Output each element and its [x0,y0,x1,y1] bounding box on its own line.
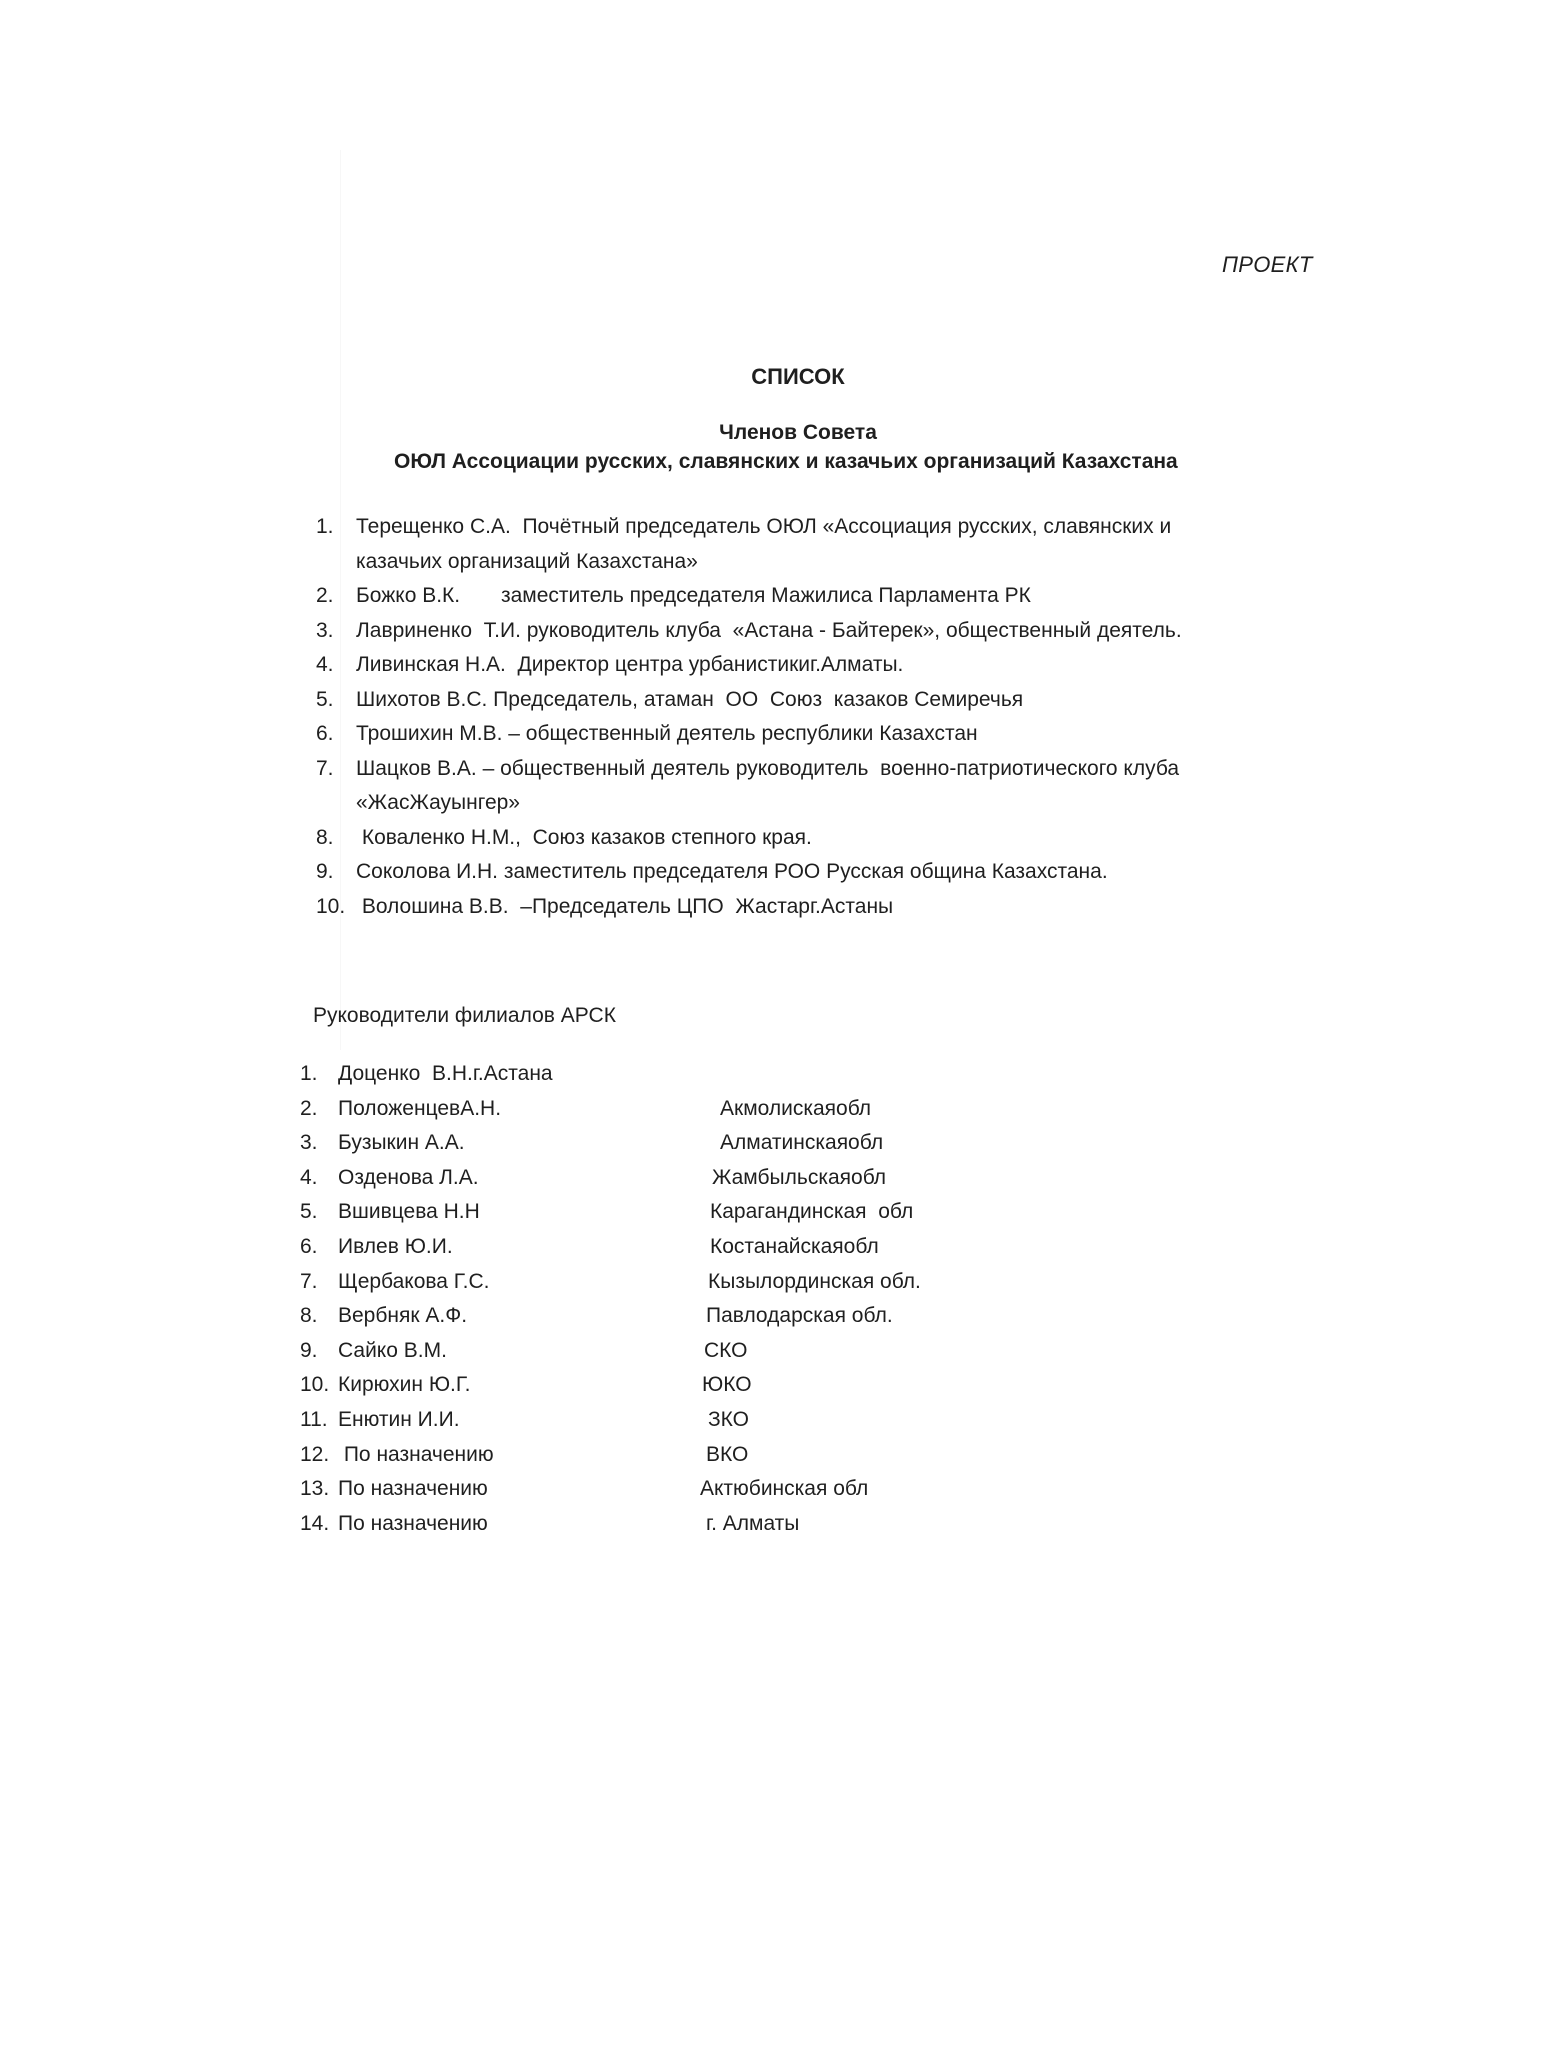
member-text-line: Соколова И.Н. заместитель председателя РОО Русская община Казахстана. [356,860,1108,883]
member-item [316,614,1276,649]
branch-item [300,1403,1000,1438]
branch-leader-name: Енютин И.И. [338,1407,460,1431]
member-number: 8. [316,825,334,849]
member-text [356,890,1276,925]
branch-item [300,1507,1000,1542]
branch-item [300,1057,1000,1092]
member-text [356,752,1276,821]
branch-number: 5. [300,1200,318,1224]
branch-leader-name: ПоложенцевА.Н. [338,1096,502,1120]
member-text [356,717,1276,752]
branch-leader-name: Вербняк А.Ф. [338,1304,468,1328]
member-item [316,683,1276,718]
member-item [316,648,1276,683]
branch-number: 8. [300,1304,318,1328]
branch-region: СКО [704,1338,748,1362]
member-text-line: Терещенко С.А. Почётный председатель ОЮЛ «Ассоциация русских, славянских и [356,515,1172,538]
member-number: 1. [316,515,334,538]
branch-leader-name: Ивлев Ю.И. [338,1234,453,1258]
branch-item [300,1230,1000,1265]
branch-item [300,1368,1000,1403]
member-number: 5. [316,687,334,711]
project-mark: ПРОЕКТ [1222,252,1313,277]
branch-region: ЮКО [702,1373,752,1397]
member-number: 7. [316,756,334,780]
branch-leader-name: Озденова Л.А. [338,1165,479,1189]
member-number: 10. [316,894,346,918]
branch-number: 10. [300,1373,330,1397]
branch-number: 6. [300,1234,318,1258]
branch-region: Кызылординская обл. [708,1269,921,1293]
member-text-line: Божко В.К. заместитель председателя Мажилиса Парламента РК [356,584,1031,607]
member-item [316,752,1276,821]
document-subtitle-line2: ОЮЛ Ассоциации русских, славянских и казачьих организаций Казахстана [394,450,1178,473]
branch-leader-name: Кирюхин Ю.Г. [338,1373,471,1397]
document-title: СПИСОК [751,364,845,389]
branch-region: г. Алматы [706,1511,800,1535]
member-text [356,579,1276,614]
branch-number: 9. [300,1338,318,1362]
member-text [356,683,1276,718]
branch-leader-name: Доценко В.Н.г.Астана [338,1062,553,1085]
member-text-line: Коваленко Н.М., Союз казаков степного края. [356,825,812,849]
branch-region: Жамбыльскаяобл [712,1165,887,1189]
branch-region: ВКО [706,1442,749,1466]
member-item [316,855,1276,890]
branch-number: 4. [300,1165,318,1189]
member-item [316,717,1276,752]
branch-leader-name: Сайко В.М. [338,1338,447,1362]
branch-region: Карагандинская обл [710,1200,914,1224]
member-number: 2. [316,584,334,607]
branch-number: 2. [300,1096,318,1120]
member-text-line: казачьих организаций Казахстана» [356,549,698,573]
member-text [356,855,1276,890]
branch-item [300,1092,1000,1127]
branch-region: Акмолискаяобл [720,1096,872,1120]
branch-region: Павлодарская обл. [706,1304,893,1328]
member-text [356,821,1276,856]
member-number: 3. [316,618,334,642]
branch-number: 11. [300,1407,328,1431]
member-text-line: Шацков В.А. – общественный деятель руководитель военно-патриотического клуба [356,756,1180,780]
branch-item [300,1299,1000,1334]
branch-number: 12. [300,1442,330,1466]
member-text-line: Волошина В.В. –Председатель ЦПО Жастарг.Астаны [356,894,894,918]
branch-number: 3. [300,1131,318,1155]
branch-item [300,1126,1000,1161]
branch-item [300,1472,1000,1507]
member-text-line: Ливинская Н.А. Директор центра урбанистикиг.Алматы. [356,653,904,676]
member-item [316,821,1276,856]
branches-list [300,1057,1000,1541]
branch-item [300,1438,1000,1473]
council-members-list [316,510,1276,924]
branch-leader-name: По назначению [338,1442,494,1466]
branch-number: 13. [300,1477,330,1501]
branch-leader-name: Бузыкин А.А. [338,1131,465,1155]
branches-section-title: Руководители филиалов АРСК [313,1004,616,1027]
member-text-line: Лавриненко Т.И. руководитель клуба «Астана - Байтерек», общественный деятель. [356,618,1182,642]
member-item [316,510,1276,579]
member-item [316,890,1276,925]
branch-leader-name: Вшивцева Н.Н [338,1200,480,1224]
branch-number: 7. [300,1269,318,1293]
member-number: 4. [316,653,334,676]
branch-leader-name: По назначению [338,1477,488,1501]
member-text-line: Шихотов В.С. Председатель, атаман ОО Союз казаков Семиречья [356,687,1024,711]
member-item [316,579,1276,614]
member-number: 6. [316,722,334,745]
member-text [356,614,1276,649]
branch-item [300,1265,1000,1300]
member-text [356,648,1276,683]
member-text [356,510,1276,579]
branch-leader-name: По назначению [338,1511,488,1535]
branch-region: Костанайскаяобл [710,1234,879,1258]
branch-number: 1. [300,1062,318,1085]
branch-item [300,1195,1000,1230]
branch-leader-name: Щербакова Г.С. [338,1269,490,1293]
branch-region: ЗКО [708,1407,750,1431]
member-number: 9. [316,860,334,883]
member-text-line: Трошихин М.В. – общественный деятель республики Казахстан [356,722,978,745]
member-text-line: «ЖасЖауынгер» [356,791,520,814]
branch-region: Алматинскаяобл [720,1131,884,1155]
document-subtitle-line1: Членов Совета [719,421,877,444]
branch-item [300,1161,1000,1196]
branch-number: 14. [300,1511,330,1535]
branch-region: Актюбинская обл [700,1477,869,1501]
branch-item [300,1334,1000,1369]
